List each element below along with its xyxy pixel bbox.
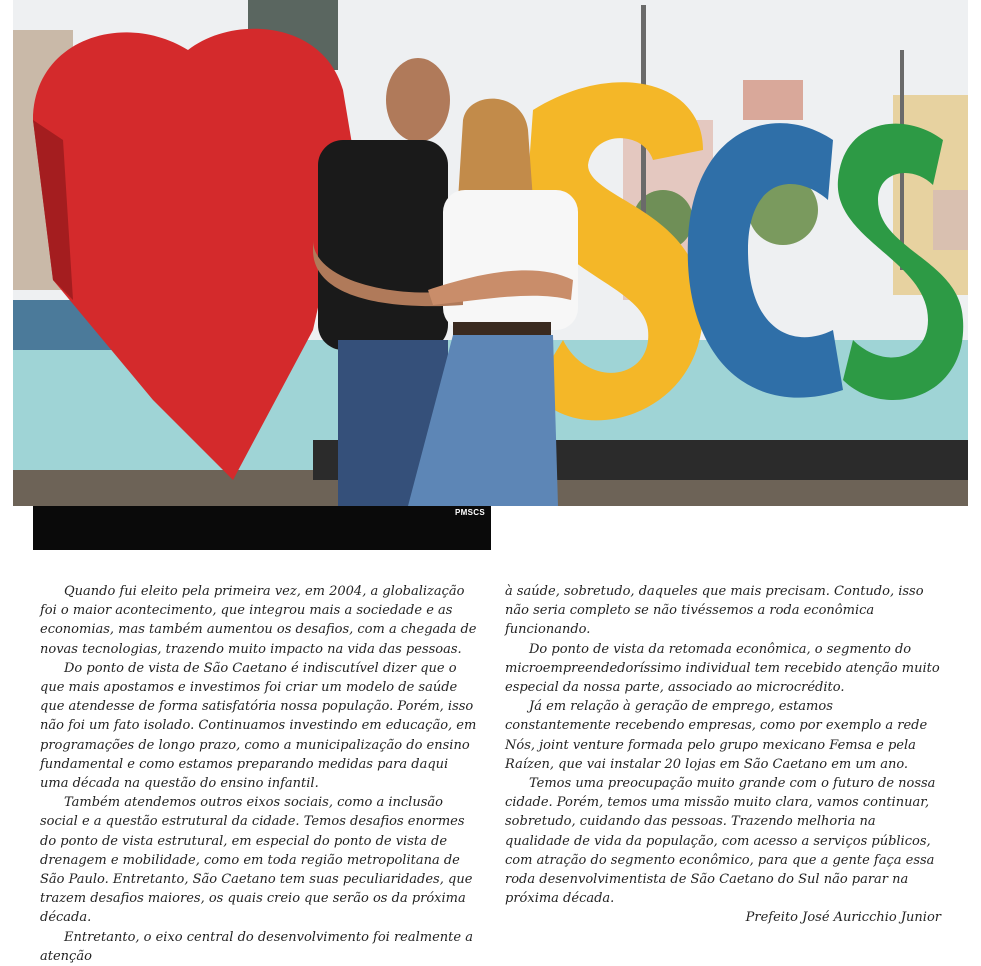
paragraph-continuation: à saúde, sobretudo, daqueles que mais precisam. Contudo, isso não seria completo se não tivéssemos a roda econômica funcionando. [505,584,924,638]
paragraph: Já em relação à geração de emprego, estamos constantemente recebendo empresas, como por exemplo a rede Nós, joint venture formada pelo grupo mexicano Femsa e pela Raízen, que vai instalar 20 lojas em São Caetano em um ano. [505,699,928,772]
author-signature: Prefeito José Auricchio Junior [745,910,941,926]
photo-illustration [13,0,968,506]
paragraph: Quando fui eleito pela primeira vez, em 2004, a globalização foi o maior acontecimento, que integrou mais a sociedade e as economias, mas também aumentou os desafios, com a chegada de novas tecnologias, trazendo muito impacto na vida das pessoas. [40,584,477,657]
photo-credit: PMSCS [455,508,485,517]
paragraph: Também atendemos outros eixos sociais, como a inclusão social e a questão estrutural da cidade. Temos desafios enormes do ponto de vista estrutural, em especial do ponto de vista de drenagem e mobilidade, como em toda região metropolitana de São Paulo. Entretanto, São Caetano tem suas peculiaridades, que trazem desafios maiores, os quais creio que serão os da próxima década. [40,795,473,926]
paragraph: Do ponto de vista de São Caetano é indiscutível dizer que o que mais apostamos e investimos foi criar um modelo de saúde que atendesse de forma satisfatória nossa população. Porém, isso não foi um fato isolado. Continuamos investindo em educação, em programações de longo prazo, como a municipalização do ensino fundamental e como estamos preparando medidas para daqui uma década na questão do ensino infantil. [40,660,477,792]
article-photo [13,0,968,506]
paragraph: Do ponto de vista da retomada econômica, o segmento do microempreendedoríssimo individual tem recebido atenção muito especial da nossa parte, associado ao microcrédito. [505,641,940,696]
article-right-column [505,582,941,928]
paragraph: Temos uma preocupação muito grande com o futuro de nossa cidade. Porém, temos uma missão muito clara, vamos continuar, sobretudo, cuidando das pessoas. Trazendo melhoria na qualidade de vida da população, com acesso a serviços públicos, com atração do segmento econômico, para que a gente faça essa roda desenvolvimentista de São Caetano do Sul não parar na próxima década. [505,776,936,907]
article-left-column [40,582,480,966]
paragraph: Entretanto, o eixo central do desenvolvimento foi realmente a atenção [40,929,473,964]
photo-caption-bar [33,506,491,550]
